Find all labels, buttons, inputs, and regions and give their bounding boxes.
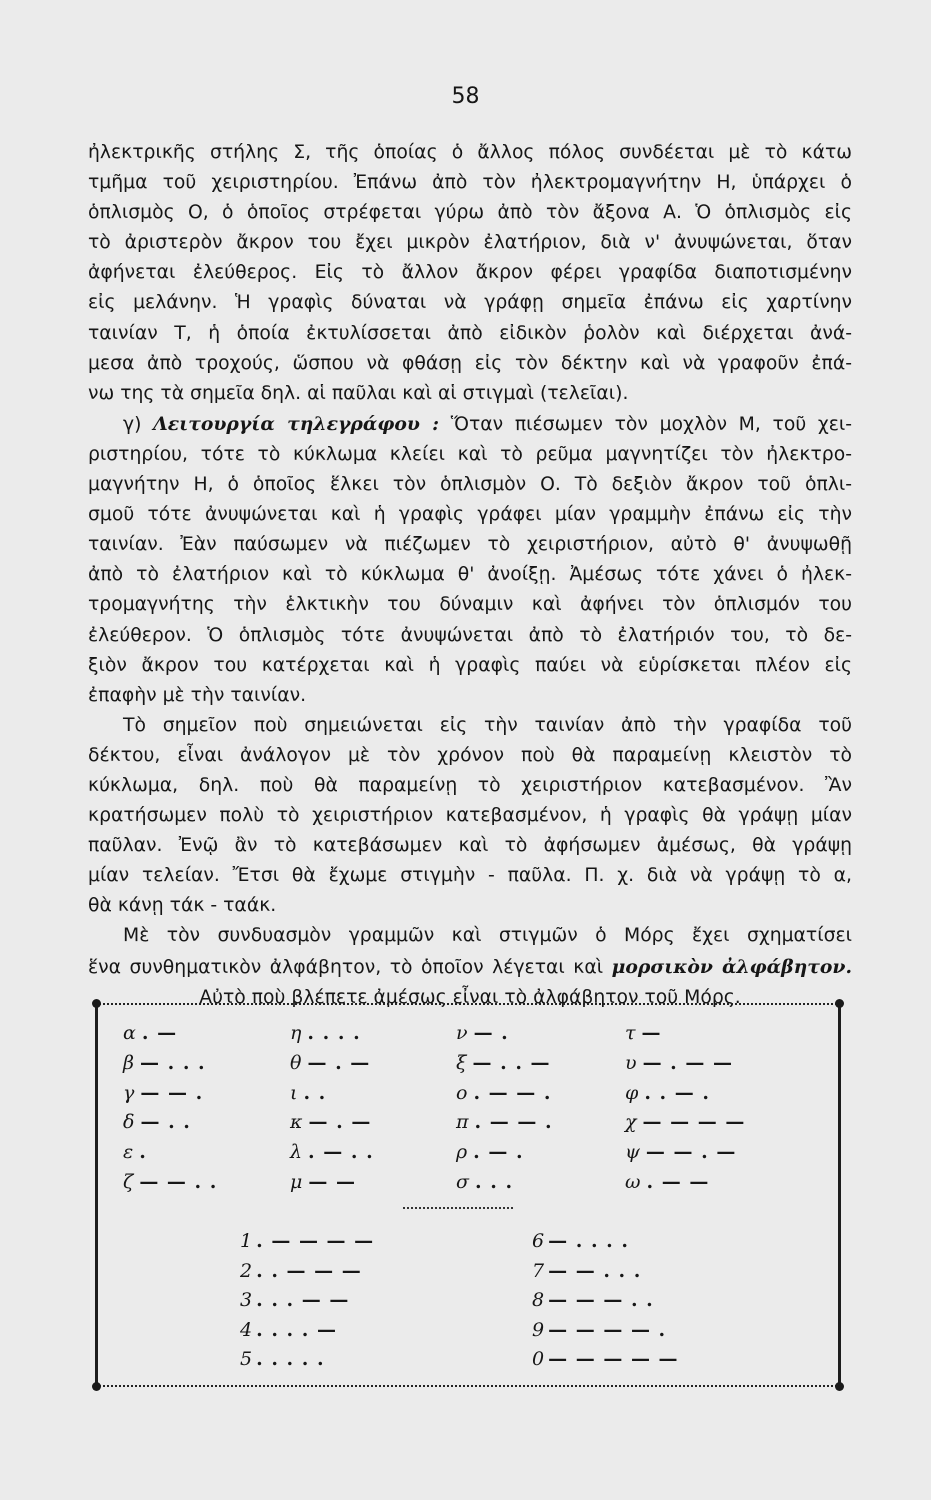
morse-letter-entry xyxy=(123,1138,293,1168)
corner-ornament xyxy=(92,1382,101,1391)
morse-number-entry xyxy=(240,1257,440,1287)
corner-ornament xyxy=(835,1382,844,1391)
text-line: ὁπλισμὸς Ο, ὁ ὁποῖος στρέφεται γύρω ἀπὸ τὸν ἄξονα Α. Ὁ ὁπλισμὸς εἰς xyxy=(88,202,852,224)
morse-number: 0 xyxy=(532,1348,545,1371)
morse-letter: ξ xyxy=(456,1051,467,1074)
morse-letter: ω xyxy=(625,1170,641,1193)
text-line: τὸ ἀριστερὸν ἄκρον του ἔχει μικρὸν ἐλατήριον, διὰ ν' ἀνυψώνεται, ὅταν xyxy=(88,232,852,254)
morse-code: — — . . xyxy=(139,1170,218,1193)
morse-letter: β xyxy=(123,1051,134,1074)
morse-letter-entry xyxy=(625,1079,795,1109)
text-line: μεσα ἀπὸ τροχούς, ὥσπου νὰ φθάσῃ εἰς τὸν δέκτην καὶ νὰ γραφοῦν ἐπά- xyxy=(88,352,852,374)
morse-letters-column xyxy=(625,1019,795,1198)
morse-code: . . — — — xyxy=(256,1259,362,1282)
morse-letter: ν xyxy=(456,1022,468,1044)
morse-number: 7 xyxy=(532,1259,545,1282)
morse-code: — — — . . xyxy=(548,1289,654,1312)
text-line: ταινίαν Τ, ἡ ὁποία ἐκτυλίσσεται ἀπὸ εἰδικὸν ῥολὸν καὶ διέρχεται ἀνά- xyxy=(88,322,852,344)
morse-number-entry xyxy=(240,1316,440,1346)
morse-letter-entry xyxy=(290,1019,460,1049)
text-line xyxy=(88,952,852,983)
morse-letter: σ xyxy=(456,1170,469,1193)
morse-number: 8 xyxy=(532,1289,545,1312)
morse-letter-entry xyxy=(290,1138,460,1168)
text-line: μαγνήτην Η, ὁ ὁποῖος ἕλκει τὸν ὁπλισμὸν Ο. Τὸ δεξιὸν ἄκρον τοῦ ὁπλι- xyxy=(88,474,852,496)
morse-code: — — . xyxy=(140,1081,204,1104)
text-line: ριστηρίου, τότε τὸ κύκλωμα κλείει καὶ τὸ ρεῦμα μαγνητίζει τὸν ἠλεκτρο- xyxy=(88,443,852,465)
morse-number-entry xyxy=(240,1227,440,1257)
morse-code: — . . — xyxy=(472,1051,551,1074)
morse-letter-entry xyxy=(456,1108,626,1138)
morse-number-entry xyxy=(240,1345,440,1375)
morse-code: . . . xyxy=(474,1170,514,1193)
text-line: Αὐτὸ ποὺ βλέπετε ἀμέσως εἶναι τὸ ἀλφάβητον τοῦ Μόρς. xyxy=(199,986,741,1008)
morse-letter: π xyxy=(456,1111,469,1134)
morse-code: . . . . . xyxy=(256,1348,325,1371)
morse-code: . — — xyxy=(646,1170,710,1193)
text-line: ἀπὸ τὸ ἐλατήριον καὶ τὸ κύκλωμα θ' ἀνοίξῃ. Ἀμέσως τότε χάνει ὁ ἠλεκ- xyxy=(88,564,852,586)
text-line: παῦλαν. Ἐνῷ ἂν τὸ κατεβάσωμεν καὶ τὸ ἀφήσωμεν ἀμέσως, θὰ γράψῃ xyxy=(88,835,852,857)
morse-code: — . — xyxy=(307,1051,371,1074)
morse-letter-entry xyxy=(290,1168,460,1198)
morse-code: — — . — xyxy=(645,1141,737,1164)
morse-number-entry xyxy=(532,1257,732,1287)
morse-letter: κ xyxy=(290,1111,303,1134)
morse-letter-entry xyxy=(625,1168,795,1198)
morse-code: . — — . xyxy=(473,1081,552,1104)
morse-code: . . xyxy=(303,1081,327,1104)
morse-letter: χ xyxy=(625,1111,637,1134)
morse-number-entry xyxy=(532,1316,732,1346)
morse-letter: τ xyxy=(625,1022,636,1044)
text-line: νω της τὰ σημεῖα δηλ. αἱ παῦλαι καὶ αἱ στιγμαὶ (τελεῖαι). xyxy=(88,382,629,404)
dotted-separator xyxy=(403,1207,513,1209)
text-line: κύκλωμα, δηλ. ποὺ θὰ παραμείνῃ τὸ χειριστήριον κατεβασμένον. Ἂν xyxy=(88,774,852,796)
morse-code: — — . . . xyxy=(548,1259,642,1282)
morse-number: 3 xyxy=(240,1289,253,1312)
morse-number: 6 xyxy=(532,1230,545,1252)
text-line: τρομαγνήτης τὴν ἑλκτικὴν του δύναμιν καὶ ἀφήνει τὸν ὁπλισμόν του xyxy=(88,594,852,616)
morse-letter-entry xyxy=(456,1049,626,1079)
morse-letter-entry xyxy=(625,1049,795,1079)
morse-numbers-column xyxy=(240,1227,440,1375)
morse-code: . — — — — xyxy=(256,1230,375,1252)
morse-number: 4 xyxy=(240,1318,253,1341)
text-line: ἀφήνεται ἐλεύθερος. Εἰς τὸ ἄλλον ἄκρον φέρει γραφίδα διαποτισμένην xyxy=(88,262,852,284)
morse-letter: μ xyxy=(290,1170,303,1193)
morse-letter-entry xyxy=(290,1049,460,1079)
morse-letters-column xyxy=(456,1019,626,1198)
section-text: Ὅταν πιέσωμεν τὸν μοχλὸν Μ, τοῦ χει- xyxy=(439,413,853,435)
morse-code: — . — xyxy=(308,1111,372,1134)
text-line: ξιὸν ἄκρον του κατέρχεται καὶ ἡ γραφὶς παύει νὰ εὑρίσκεται πλέον εἰς xyxy=(88,654,852,676)
morse-number-entry xyxy=(532,1227,732,1257)
morse-number: 2 xyxy=(240,1259,253,1282)
morse-letter: α xyxy=(123,1022,136,1044)
morse-number-entry xyxy=(240,1286,440,1316)
morse-numbers-column xyxy=(532,1227,732,1375)
text-line: σμοῦ τότε ἀνυψώνεται καὶ ἡ γραφὶς γράφει μίαν γραμμὴν ἐπάνω εἰς τὴν xyxy=(88,504,852,526)
morse-code: . . . . xyxy=(307,1022,361,1044)
morse-letter-entry xyxy=(456,1138,626,1168)
morse-number-entry xyxy=(532,1286,732,1316)
morse-letter-entry xyxy=(456,1079,626,1109)
morse-code: — . xyxy=(473,1022,509,1044)
section-title: Λειτουργία τηλεγράφου : xyxy=(153,412,440,435)
morse-letter: ψ xyxy=(625,1141,640,1164)
morse-number: 1 xyxy=(240,1230,253,1252)
morse-letters-column xyxy=(123,1019,293,1198)
morse-code: . . . . — xyxy=(256,1318,338,1341)
text-line: ταινίαν. Ἐὰν παύσωμεν νὰ πιέζωμεν τὸ χειριστήριον, αὐτὸ θ' ἀνυψωθῇ xyxy=(88,534,852,556)
morse-letter: λ xyxy=(290,1141,303,1164)
morse-code: . — — . xyxy=(474,1111,553,1134)
morse-letter: φ xyxy=(625,1081,639,1104)
morse-letter: ρ xyxy=(456,1141,468,1164)
morse-letter: υ xyxy=(625,1051,637,1074)
text-line: ἐλεύθερον. Ὁ ὁπλισμὸς τότε ἀνυψώνεται ἀπὸ τὸ ἐλατήριόν του, τὸ δε- xyxy=(88,624,852,646)
morse-letter: γ xyxy=(123,1081,135,1104)
morse-code: . . . — — xyxy=(256,1289,350,1312)
text-fragment: ἕνα συνθηματικὸν ἀλφάβητον, τὸ ὁποῖον λέγεται καὶ xyxy=(88,956,604,978)
morse-letter-entry xyxy=(123,1049,293,1079)
morse-letter-entry xyxy=(290,1108,460,1138)
text-line: θὰ κάνῃ τάκ - ταάκ. xyxy=(88,895,277,917)
morse-letter: η xyxy=(290,1022,302,1044)
morse-code: . — . xyxy=(473,1141,524,1164)
morse-code: — . — — xyxy=(642,1051,734,1074)
morse-code: . — . . xyxy=(308,1141,374,1164)
morse-alphabet-table xyxy=(95,1003,841,1387)
morse-letter: ζ xyxy=(123,1170,134,1193)
morse-letter: θ xyxy=(290,1051,302,1074)
page-number: 58 xyxy=(451,84,480,109)
text-line: κρατήσωμεν πολὺ τὸ χειριστήριον κατεβασμένον, ἡ γραφὶς θὰ γράψῃ μίαν xyxy=(88,805,852,827)
text-line: Τὸ σημεῖον ποὺ σημειώνεται εἰς τὴν ταινίαν ἀπὸ τὴν γραφίδα τοῦ xyxy=(123,714,852,736)
morse-code: — — — — — xyxy=(548,1348,679,1371)
text-line: μίαν τελείαν. Ἔτσι θὰ ἔχωμε στιγμὴν - παῦλα. Π. χ. διὰ νὰ γράψῃ τὸ α, xyxy=(88,865,852,887)
morse-number: 9 xyxy=(532,1318,545,1341)
morse-letter: ε xyxy=(123,1141,134,1164)
morse-letter-entry xyxy=(625,1019,795,1049)
morse-letter-entry xyxy=(290,1079,460,1109)
morse-code: . — xyxy=(141,1022,178,1044)
morse-code: — . . xyxy=(140,1111,191,1134)
morse-code: — — — — . xyxy=(548,1318,667,1341)
text-line: δέκτου, εἶναι ἀνάλογον μὲ τὸν χρόνον ποὺ θὰ παραμείνῃ κλειστὸν τὸ xyxy=(88,744,852,766)
morse-alphabet-term: μορσικὸν ἀλφάβητον. xyxy=(611,955,852,978)
morse-code: — — — — xyxy=(642,1111,746,1134)
section-heading-line xyxy=(88,409,852,440)
text-line: τμῆμα τοῦ χειριστηρίου. Ἐπάνω ἀπὸ τὸν ἠλεκτρομαγνήτην Η, ὑπάρχει ὁ xyxy=(88,172,852,194)
corner-ornament xyxy=(835,999,844,1008)
morse-letter-entry xyxy=(123,1108,293,1138)
morse-letters-column xyxy=(290,1019,460,1198)
body-text xyxy=(88,138,852,1013)
morse-code: — . . . xyxy=(139,1051,206,1074)
morse-letter: ι xyxy=(290,1081,298,1104)
morse-letter-entry xyxy=(625,1108,795,1138)
text-line: εἰς μελάνην. Ἡ γραφὶς δύναται νὰ γράφῃ σημεῖα ἐπάνω εἰς χαρτίνην xyxy=(88,292,852,314)
morse-letter-entry xyxy=(625,1138,795,1168)
corner-ornament xyxy=(92,999,101,1008)
morse-code: — — xyxy=(308,1170,356,1193)
morse-number-entry xyxy=(532,1345,732,1375)
section-label: γ) xyxy=(123,413,154,435)
morse-letter-entry xyxy=(456,1019,626,1049)
morse-letter-entry xyxy=(123,1079,293,1109)
morse-letter-entry xyxy=(123,1168,293,1198)
morse-code: — . . . . xyxy=(548,1230,630,1252)
morse-letter-entry xyxy=(456,1168,626,1198)
text-line: Μὲ τὸν συνδυασμὸν γραμμῶν καὶ στιγμῶν ὁ Μόρς ἔχει σχηματίσει xyxy=(123,925,852,947)
morse-number: 5 xyxy=(240,1348,253,1371)
morse-letter: ο xyxy=(456,1081,468,1104)
morse-code: . . — . xyxy=(644,1081,711,1104)
morse-code: — xyxy=(641,1022,662,1044)
morse-code: . xyxy=(139,1141,147,1164)
morse-letter: δ xyxy=(123,1111,135,1134)
text-line: ἠλεκτρικῆς στήλης Σ, τῆς ὁποίας ὁ ἄλλος πόλος συνδέεται μὲ τὸ κάτω xyxy=(88,142,852,163)
text-line: ἐπαφὴν μὲ τὴν ταινίαν. xyxy=(88,684,307,706)
morse-letter-entry xyxy=(123,1019,293,1049)
